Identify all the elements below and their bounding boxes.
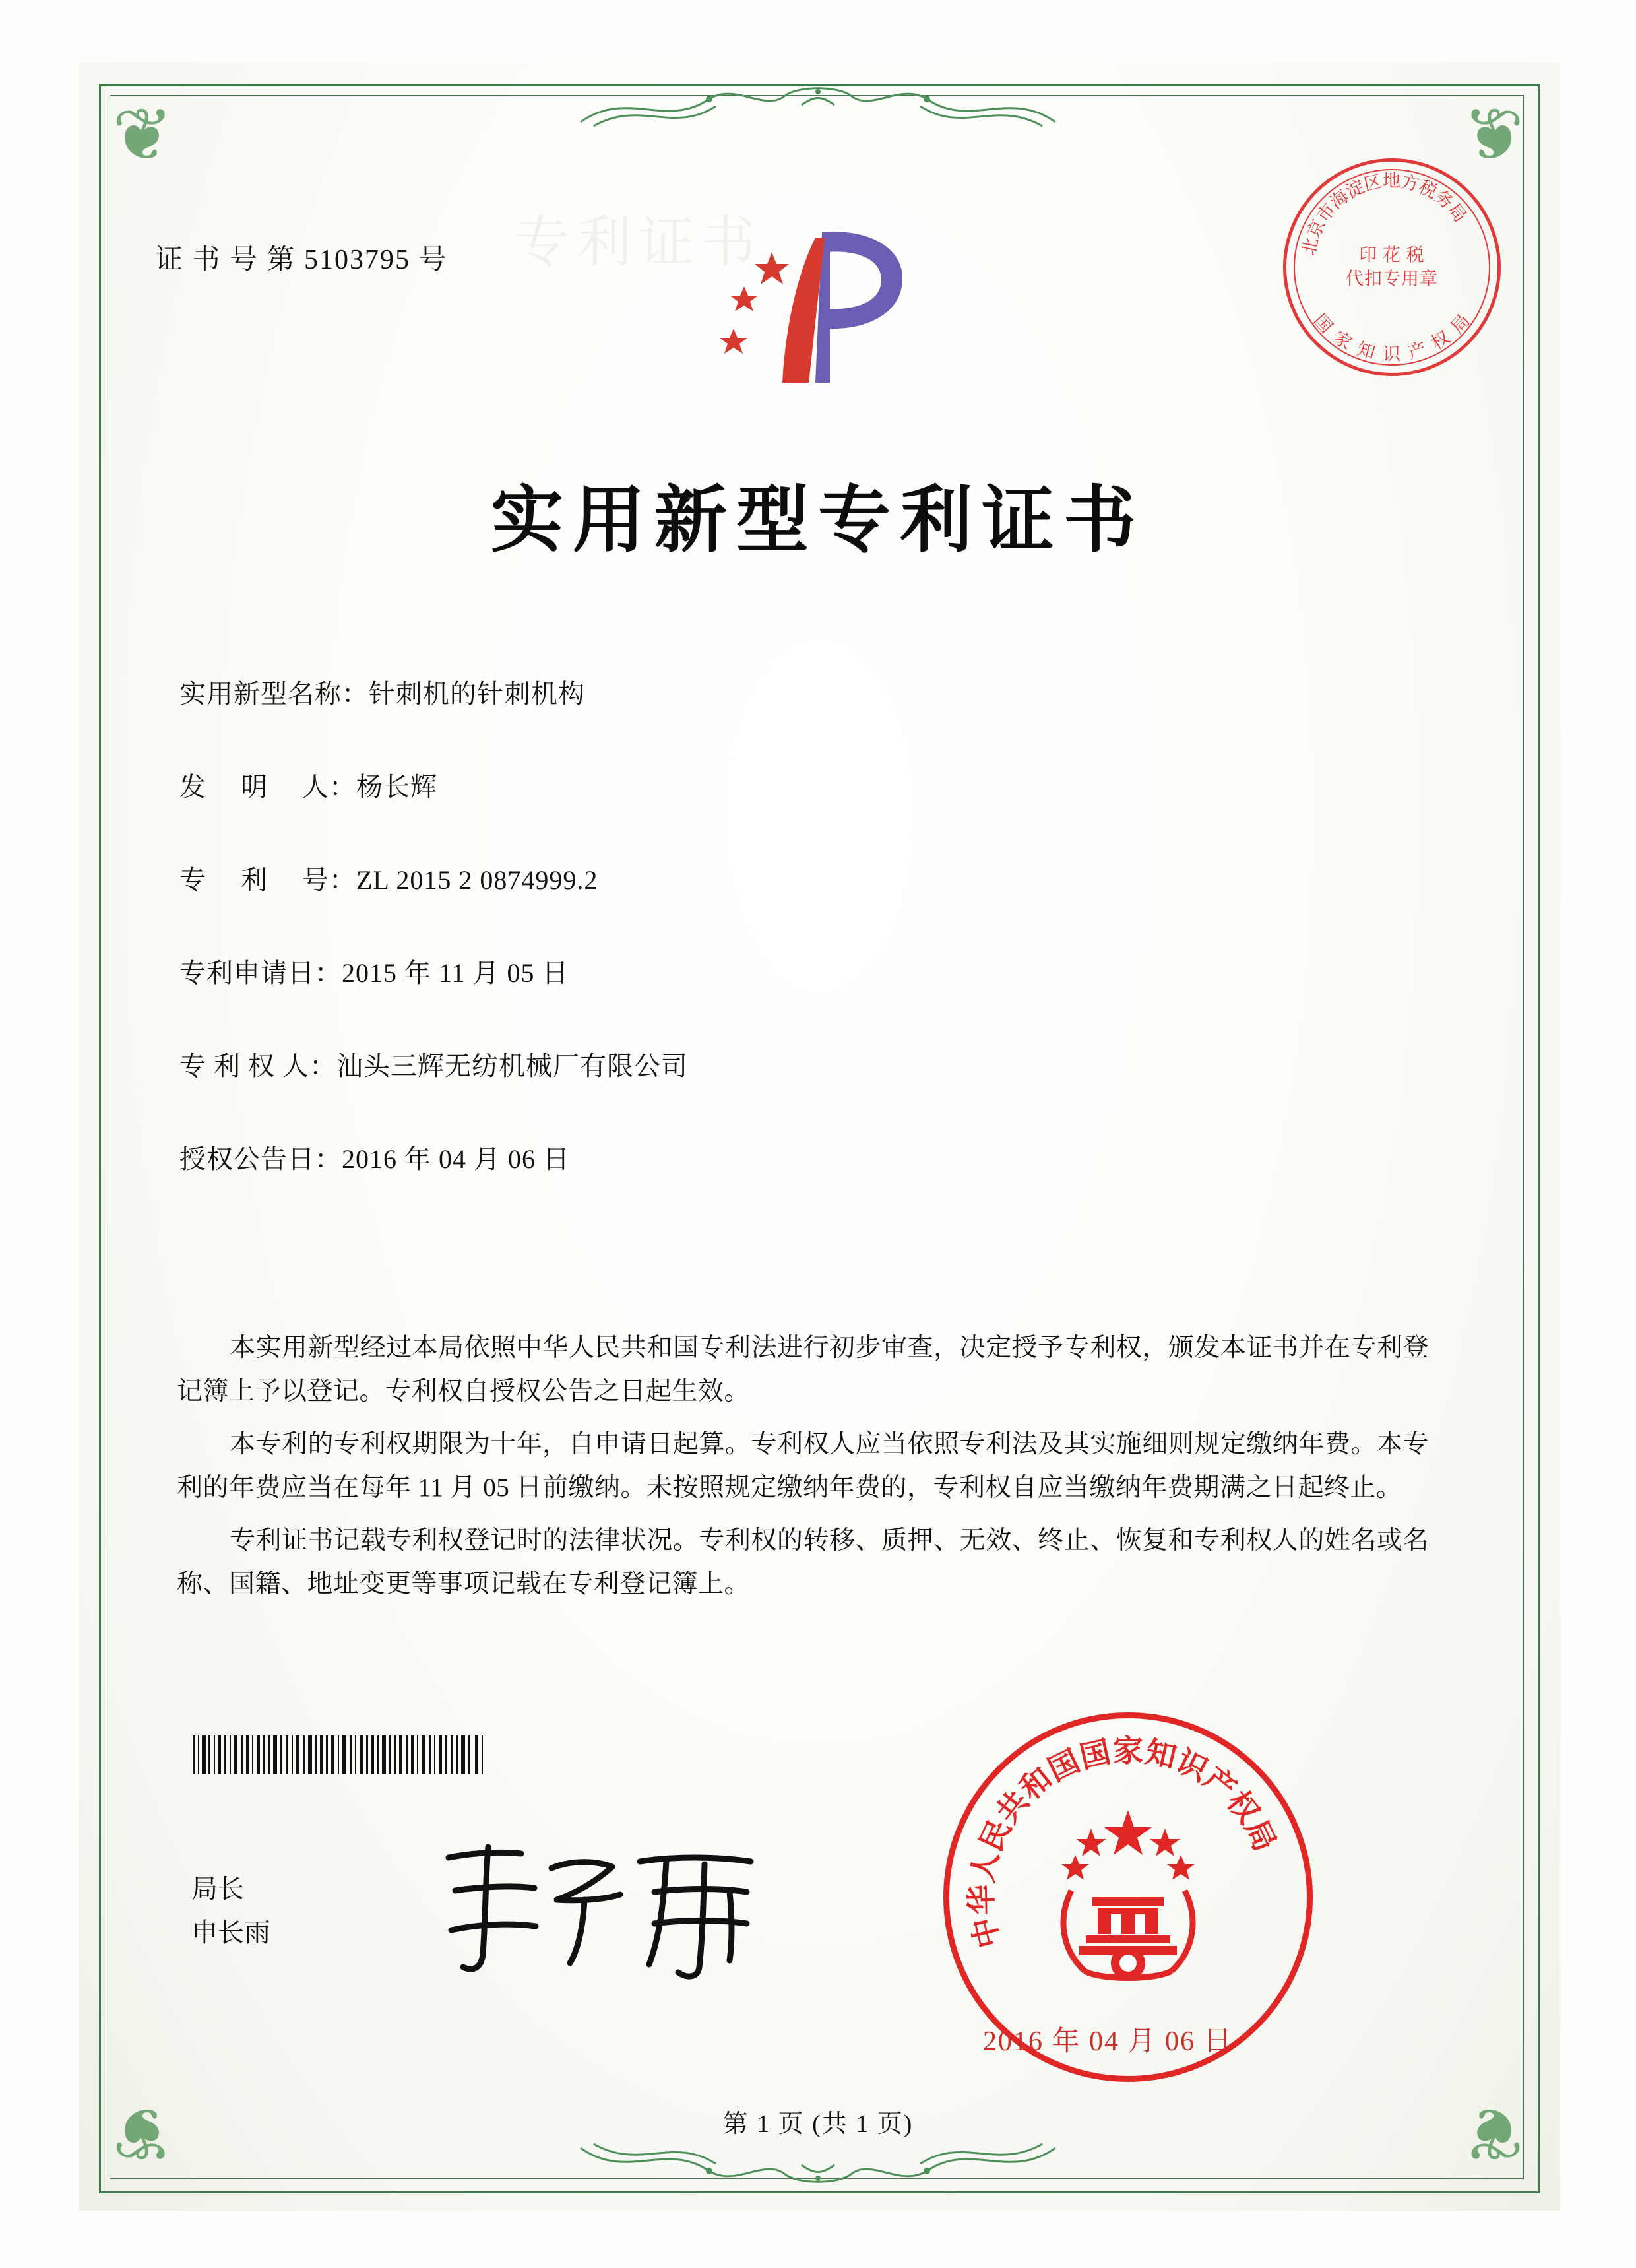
- handwritten-signature: [422, 1831, 792, 1983]
- tax-stamp-seal: [1283, 158, 1501, 376]
- seal-date: 2016 年 04 月 06 日: [983, 2026, 1233, 2057]
- background-watermark: 专利证书: [515, 212, 763, 274]
- field-label: 授权公告日：: [179, 1144, 342, 1174]
- tax-seal-center-text: 印 花 税 代扣专用章: [1346, 245, 1438, 289]
- field-inventor: [179, 766, 1433, 804]
- field-value: 针刺机的针刺机构: [369, 679, 585, 709]
- signature-block: [191, 1867, 270, 1955]
- national-ip-office-seal: 中 华 人 民 共 和 国 国 家 知 识 产 权 局: [943, 1712, 1313, 2082]
- field-value: 汕头三辉无纺机械厂有限公司: [336, 1051, 688, 1081]
- field-value: 2016 年 04 月 06 日: [342, 1144, 570, 1174]
- field-label: 实用新型名称：: [179, 679, 369, 709]
- field-label: 专 利 号：: [179, 865, 356, 895]
- field-application-date: [179, 952, 1433, 990]
- certificate-number: 证 书 号 第 5103795 号: [155, 245, 448, 275]
- page-title: 实用新型专利证书: [491, 480, 1145, 561]
- field-list: [179, 673, 1433, 1231]
- director-name: 申长雨: [191, 1918, 270, 1947]
- corner-flourish-bottom-right: ❦: [1463, 2092, 1524, 2173]
- corner-flourish-bottom-left: ❦: [112, 2092, 173, 2173]
- sipo-logo-icon: [693, 218, 930, 396]
- field-label: 专利申请日：: [179, 958, 342, 988]
- corner-flourish-top-right: ❦: [1463, 95, 1524, 176]
- body-text: [177, 1326, 1429, 1615]
- paragraph-2: 本专利的专利权期限为十年，自申请日起算。专利权人应当依照专利法及其实施细则规定缴纳年费。本专利的年费应当在每年 11 月 05 日前缴纳。未按照规定缴纳年费的，专利权自应当缴纳年费期满之日起终止。: [177, 1430, 1429, 1502]
- corner-flourish-top-left: ❦: [112, 95, 173, 176]
- bottom-ornament: [567, 2135, 1069, 2187]
- field-value: 2015 年 11 月 05 日: [342, 958, 569, 988]
- director-title-label: 局长: [191, 1874, 244, 1904]
- field-patentee: [179, 1045, 1433, 1083]
- field-patent-number: [179, 859, 1433, 897]
- field-value: ZL 2015 2 0874999.2: [356, 865, 598, 895]
- field-value: 杨长辉: [356, 772, 437, 802]
- national-emblem-icon: [1029, 1798, 1227, 1996]
- field-label: 专 利 权 人：: [179, 1051, 336, 1081]
- tax-seal-top-arc: 北 京 市 海 淀 区 地 方 税 务 局: [1298, 171, 1470, 258]
- certificate-barcode: [191, 1735, 600, 1774]
- field-grant-announcement-date: [179, 1138, 1433, 1176]
- field-utility-model-name: [179, 673, 1433, 711]
- tax-seal-bottom-arc: 国 家 知 识 产 权 局: [1309, 310, 1474, 364]
- field-label: 发 明 人：: [179, 772, 356, 802]
- paragraph-1: 本实用新型经过本局依照中华人民共和国专利法进行初步审查，决定授予专利权，颁发本证书并在专利登记簿上予以登记。专利权自授权公告之日起生效。: [177, 1334, 1429, 1406]
- paragraph-3: 专利证书记载专利权登记时的法律状况。专利权的转移、质押、无效、终止、恢复和专利权人的姓名或名称、国籍、地址变更等事项记载在专利登记簿上。: [177, 1526, 1429, 1598]
- top-ornament: [567, 82, 1069, 135]
- page-indicator: 第 1 页 (共 1 页): [722, 2110, 914, 2138]
